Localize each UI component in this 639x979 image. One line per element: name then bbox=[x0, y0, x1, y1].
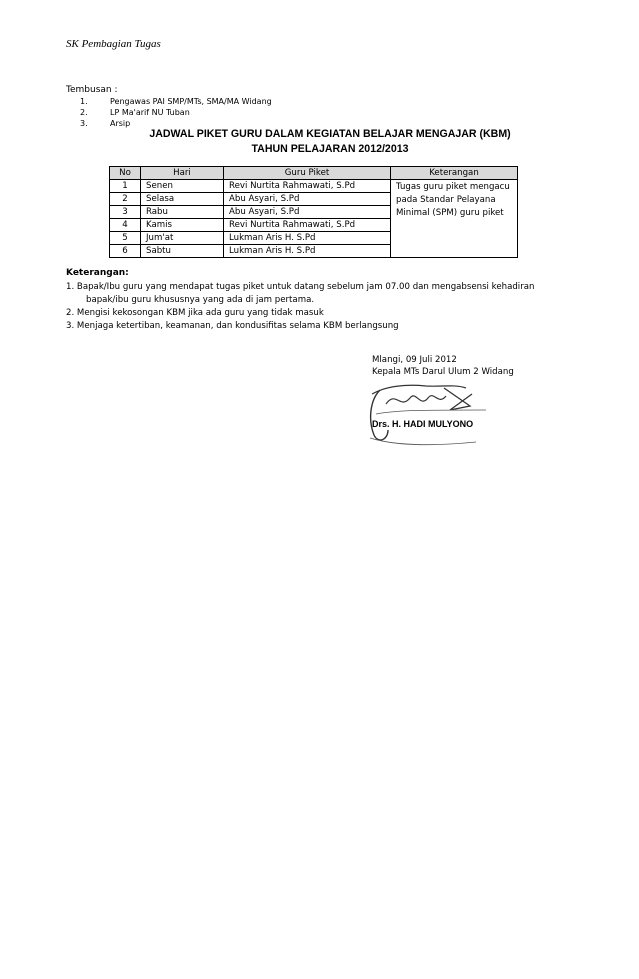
column-header-no: No bbox=[110, 167, 141, 180]
cell-hari: Rabu bbox=[141, 206, 224, 219]
cell-no: 5 bbox=[110, 232, 141, 245]
keterangan-line: Tugas guru piket mengacu bbox=[396, 182, 510, 192]
cell-guru: Revi Nurtita Rahmawati, S.Pd bbox=[224, 180, 391, 193]
list-item-number: 1. bbox=[80, 97, 88, 106]
cell-hari: Selasa bbox=[141, 193, 224, 206]
piket-schedule-table bbox=[109, 166, 518, 258]
list-item-text: Pengawas PAI SMP/MTs, SMA/MA Widang bbox=[110, 97, 272, 106]
note-item: 1. Bapak/Ibu guru yang mendapat tugas piket untuk datang sebelum jam 07.00 dan mengabsensi kehadiran bbox=[66, 282, 535, 292]
note-item: 2. Mengisi kekosongan KBM jika ada guru yang tidak masuk bbox=[66, 308, 324, 318]
list-item-number: 2. bbox=[80, 108, 88, 117]
list-item-text: Arsip bbox=[110, 119, 131, 128]
keterangan-label: Keterangan: bbox=[66, 268, 129, 278]
signer-name: Drs. H. HADI MULYONO bbox=[372, 419, 474, 429]
cell-hari: Sabtu bbox=[141, 245, 224, 258]
note-item: 3. Menjaga ketertiban, keamanan, dan kondusifitas selama KBM berlangsung bbox=[66, 321, 399, 331]
list-item-text: LP Ma'arif NU Tuban bbox=[110, 108, 190, 117]
cell-guru: Lukman Aris H. S.Pd bbox=[224, 232, 391, 245]
keterangan-line: pada Standar Pelayana bbox=[396, 195, 496, 205]
table-header-row bbox=[110, 167, 518, 180]
tembusan-label: Tembusan : bbox=[66, 85, 118, 95]
signature-block bbox=[372, 354, 514, 378]
cell-no: 3 bbox=[110, 206, 141, 219]
page-title: JADWAL PIKET GURU DALAM KEGIATAN BELAJAR MENGAJAR (KBM) bbox=[149, 128, 511, 140]
list-item-number: 3. bbox=[80, 119, 88, 128]
cell-guru: Abu Asyari, S.Pd bbox=[224, 206, 391, 219]
cell-no: 1 bbox=[110, 180, 141, 193]
cell-hari: Senen bbox=[141, 180, 224, 193]
keterangan-notes bbox=[66, 281, 534, 333]
page-subtitle: TAHUN PELAJARAN 2012/2013 bbox=[251, 143, 409, 155]
column-header-hari: Hari bbox=[141, 167, 224, 180]
column-header-keterangan: Keterangan bbox=[391, 167, 518, 180]
table-row bbox=[110, 180, 518, 193]
cell-guru: Abu Asyari, S.Pd bbox=[224, 193, 391, 206]
signer-position: Kepala MTs Darul Ulum 2 Widang bbox=[372, 367, 514, 377]
cell-keterangan bbox=[391, 180, 518, 258]
document-header-title: SK Pembagian Tugas bbox=[66, 38, 161, 50]
cell-guru: Lukman Aris H. S.Pd bbox=[224, 245, 391, 258]
cell-no: 2 bbox=[110, 193, 141, 206]
column-header-guru-piket: Guru Piket bbox=[224, 167, 391, 180]
place-date: Mlangi, 09 Juli 2012 bbox=[372, 355, 457, 365]
cell-no: 4 bbox=[110, 219, 141, 232]
cell-guru: Revi Nurtita Rahmawati, S.Pd bbox=[224, 219, 391, 232]
note-item-continuation: bapak/ibu guru khususnya yang ada di jam pertama. bbox=[86, 295, 315, 305]
cell-no: 6 bbox=[110, 245, 141, 258]
cell-hari: Jum'at bbox=[141, 232, 224, 245]
cell-hari: Kamis bbox=[141, 219, 224, 232]
handwritten-signature bbox=[366, 380, 491, 452]
keterangan-line: Minimal (SPM) guru piket bbox=[396, 208, 504, 218]
